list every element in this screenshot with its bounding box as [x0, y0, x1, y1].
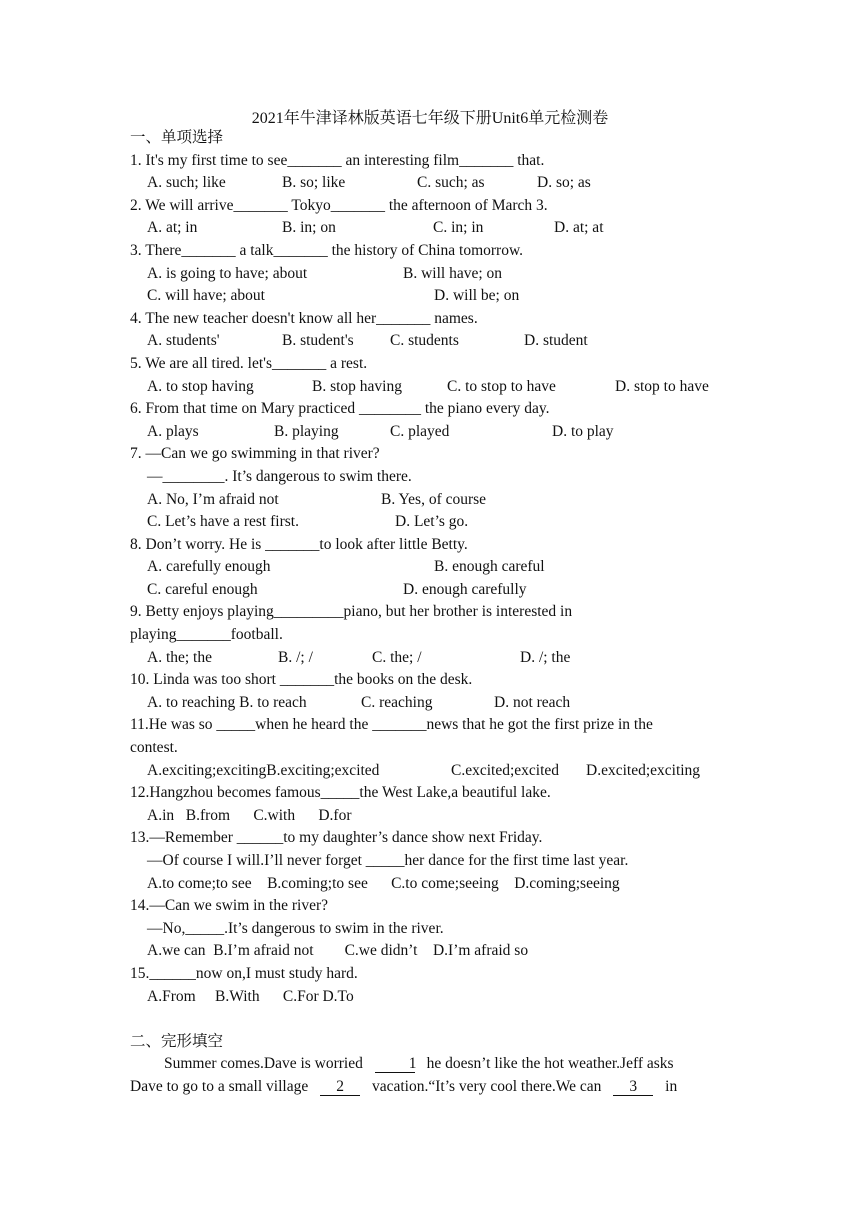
question-stem-cont: playing_______football. [130, 626, 283, 644]
option-c: C. in; in [433, 219, 484, 237]
cloze-text: Dave to go to a small village [130, 1077, 309, 1095]
cloze-text: Summer comes.Dave is worried [164, 1055, 363, 1073]
option-a: A. students' [147, 332, 220, 350]
option-d: D. enough carefully [403, 580, 527, 598]
section-heading: 一、单项选择 [130, 129, 224, 146]
option-a: A. at; in [147, 219, 198, 237]
options-row: A.to come;to see B.coming;to see C.to come;seeing D.coming;seeing [147, 874, 620, 892]
option-d: D. will be; on [434, 287, 520, 305]
option-c: C. the; / [372, 648, 422, 666]
option-d: D. not reach [494, 693, 571, 711]
option-a: A. No, I’m afraid not [147, 490, 279, 508]
option-b: B. student's [282, 332, 354, 350]
option-c: C. played [390, 422, 450, 440]
option-b: B. so; like [282, 174, 346, 192]
options-ab: A.exciting;excitingB.exciting;excited [147, 761, 380, 779]
options-row [130, 556, 730, 579]
options-row [130, 172, 730, 195]
question-stem: 4. The new teacher doesn't know all her_______ names. [130, 309, 478, 327]
options-row [130, 285, 730, 308]
option-d: D. student [524, 332, 588, 350]
question-stem: 9. Betty enjoys playing_________piano, but her brother is interested in [130, 603, 573, 621]
cloze-blank: 2 [320, 1079, 360, 1096]
option-a: A. such; like [147, 174, 226, 192]
option-c: C.excited;excited [451, 761, 560, 779]
option-d: D. stop to have [615, 377, 709, 395]
question-stem: 13.—Remember ______to my daughter’s dance show next Friday. [130, 829, 543, 847]
option-b: B. Yes, of course [381, 490, 487, 508]
options-row: A.From B.With C.For D.To [147, 987, 354, 1005]
spacer [130, 1008, 730, 1031]
question-stem: 12.Hangzhou becomes famous_____the West Lake,a beautiful lake. [130, 784, 551, 802]
option-c: C. careful enough [147, 580, 258, 598]
option-c: C. to stop to have [447, 377, 556, 395]
question-stem-cont: contest. [130, 739, 178, 757]
option-a: A. is going to have; about [147, 264, 308, 282]
question-stem-cont: —No,_____.It’s dangerous to swim in the river. [147, 919, 444, 937]
options-row [130, 511, 730, 534]
options-row [130, 376, 730, 399]
question-stem: 1. It's my first time to see_______ an interesting film_______ that. [130, 151, 545, 169]
question-stem: 15.______now on,I must study hard. [130, 964, 358, 982]
option-d: D. Let’s go. [395, 513, 469, 531]
options-row [130, 263, 730, 286]
option-b: B. /; / [278, 648, 313, 666]
option-a: A. plays [147, 422, 199, 440]
options-row [130, 217, 730, 240]
question-stem: 11.He was so _____when he heard the _______news that he got the first prize in the [130, 716, 653, 734]
question-stem: 8. Don’t worry. He is _______to look after little Betty. [130, 535, 468, 553]
question-stem-cont: —Of course I will.I’ll never forget _____her dance for the first time last year. [147, 852, 629, 869]
question-stem: 2. We will arrive_______ Tokyo_______ the afternoon of March 3. [130, 196, 548, 214]
option-a: A. carefully enough [147, 558, 271, 576]
option-d: D. so; as [537, 174, 591, 192]
question-stem: 10. Linda was too short _______the books on the desk. [130, 671, 473, 689]
question-stem: 6. From that time on Mary practiced ________ the piano every day. [130, 400, 550, 418]
question-stem: 14.—Can we swim in the river? [130, 897, 329, 915]
question-stem-cont: —________. It’s dangerous to swim there. [147, 467, 412, 485]
option-d: D. to play [552, 422, 614, 440]
option-a: A. the; the [147, 648, 212, 666]
option-d: D. at; at [554, 219, 604, 237]
options-row [130, 489, 730, 512]
options-row [130, 692, 730, 715]
option-a: A. to stop having [147, 377, 254, 395]
cloze-blank: 3 [613, 1079, 653, 1096]
section-heading: 二、完形填空 [130, 1032, 224, 1050]
cloze-paragraph-line [130, 1053, 730, 1076]
option-c: C. such; as [417, 174, 485, 192]
option-c: C. Let’s have a rest first. [147, 513, 299, 531]
options-row: A.in B.from C.with D.for [147, 806, 352, 824]
option-c: C. reaching [361, 693, 433, 711]
options-ab: A. to reaching B. to reach [147, 693, 307, 711]
question-stem: 5. We are all tired. let's_______ a rest. [130, 354, 368, 372]
option-c: C. students [390, 332, 459, 350]
cloze-paragraph-line [130, 1076, 730, 1099]
options-row [130, 330, 730, 353]
cloze-text: vacation.“It’s very cool there.We can [371, 1077, 602, 1095]
option-b: B. will have; on [403, 264, 503, 282]
cloze-text: he doesn’t like the hot weather.Jeff asks [426, 1055, 674, 1073]
option-b: B. playing [274, 422, 339, 440]
page-title: 2021年牛津译林版英语七年级下册Unit6单元检测卷 [251, 110, 609, 127]
option-c: C. will have; about [147, 287, 265, 305]
document-body [130, 127, 730, 1099]
option-b: B. enough careful [434, 558, 545, 576]
option-d: D. /; the [520, 648, 571, 666]
option-d: D.excited;exciting [586, 761, 701, 779]
options-row [130, 421, 730, 444]
options-row [130, 760, 730, 783]
options-row: A.we can B.I’m afraid not C.we didn’t D.I’m afraid so [147, 942, 529, 960]
options-row [130, 647, 730, 670]
question-stem: 3. There_______ a talk_______ the history of China tomorrow. [130, 241, 524, 259]
question-stem: 7. —Can we go swimming in that river? [130, 445, 380, 463]
option-b: B. stop having [312, 377, 402, 395]
cloze-blank: 1 [375, 1056, 415, 1073]
option-b: B. in; on [282, 219, 336, 237]
cloze-text: in [665, 1077, 678, 1095]
options-row [130, 579, 730, 602]
